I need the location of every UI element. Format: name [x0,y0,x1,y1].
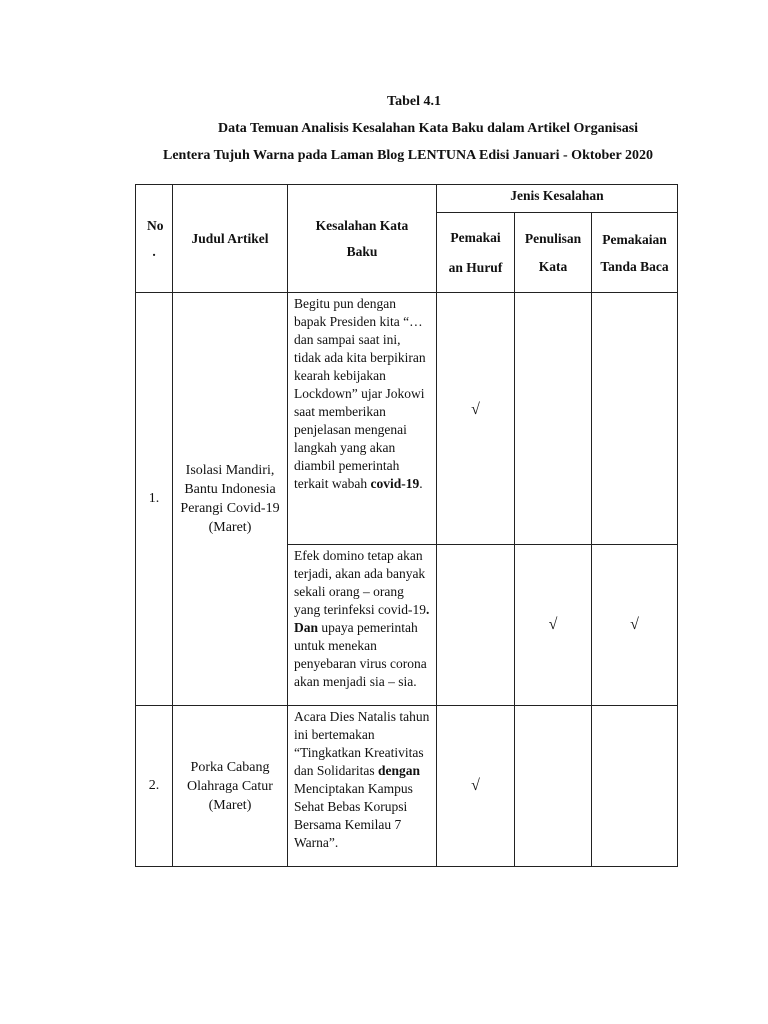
article-title: Porka Cabang Olahraga Catur (Maret) [173,706,288,867]
table-number: Tabel 4.1 [387,94,441,109]
error-text: Efek domino tetap akan terjadi, akan ada banyak sekali orang – orang yang terinfeksi covid-19 [294,548,426,617]
header-no [136,185,173,293]
header-penulisan [515,213,592,293]
tanda-cell [592,706,678,867]
header-penulisan-label: Penulisan Kata [524,230,582,274]
error-sentence [288,293,437,545]
table-row [136,293,678,545]
tanda-cell [592,293,678,545]
header-no-label: No . [147,217,164,259]
check-mark: √ [548,616,558,633]
findings-table [135,184,678,867]
header-huruf-label: Pemakai an Huruf [448,229,503,275]
penulisan-cell [515,706,592,867]
error-sentence [288,706,437,867]
header-judul: Judul Artikel [173,185,288,293]
check-mark: √ [471,777,480,794]
penulisan-cell [515,545,592,706]
article-title: Isolasi Mandiri, Bantu Indonesia Perangi Covid-19 (Maret) [173,293,288,706]
error-text: Begitu pun dengan bapak Presiden kita “… dan sampai saat ini, tidak ada kita berpikiran kearah kebijakan Lockdown” ujar Jokowi saat memberikan penjelasan mengenai langkah yang akan diambil pemerintah terkait wabah [294,296,426,491]
error-text: Acara Dies Natalis tahun ini bertemakan “Tingkatkan Kreativitas dan Solidaritas [294,709,430,778]
row-number: 2. [136,706,173,867]
error-highlight: dengan [378,763,421,778]
header-kesalahan-label: Kesalahan Kata Baku [315,217,409,259]
check-mark: √ [471,401,480,418]
row-number: 1. [136,293,173,706]
huruf-cell [437,293,515,545]
penulisan-cell [515,293,592,545]
huruf-cell [437,706,515,867]
header-tanda-label: Pemakaian Tanda Baca [600,231,669,274]
header-tanda [592,213,678,293]
table-title-line2: Lentera Tujuh Warna pada Laman Blog LENTUNA Edisi Januari - Oktober 2020 [163,148,653,163]
error-sentence [288,545,437,706]
header-jenis: Jenis Kesalahan [437,185,678,213]
error-text-end: Menciptakan Kampus Sehat Bebas Korupsi Bersama Kemilau 7 Warna”. [294,781,413,850]
error-highlight: covid-19 [370,476,420,491]
error-highlight: . Dan [294,602,430,635]
table-row [136,706,678,867]
tanda-cell [592,545,678,706]
error-text-end: . [419,476,423,491]
check-mark: √ [630,616,639,633]
table-title-line1: Data Temuan Analisis Kesalahan Kata Baku dalam Artikel Organisasi [217,121,639,136]
huruf-cell [437,545,515,706]
header-kesalahan [288,185,437,293]
error-text-end: upaya pemerintah untuk menekan penyebaran virus corona akan menjadi sia – sia. [294,620,427,689]
header-huruf [437,213,515,293]
